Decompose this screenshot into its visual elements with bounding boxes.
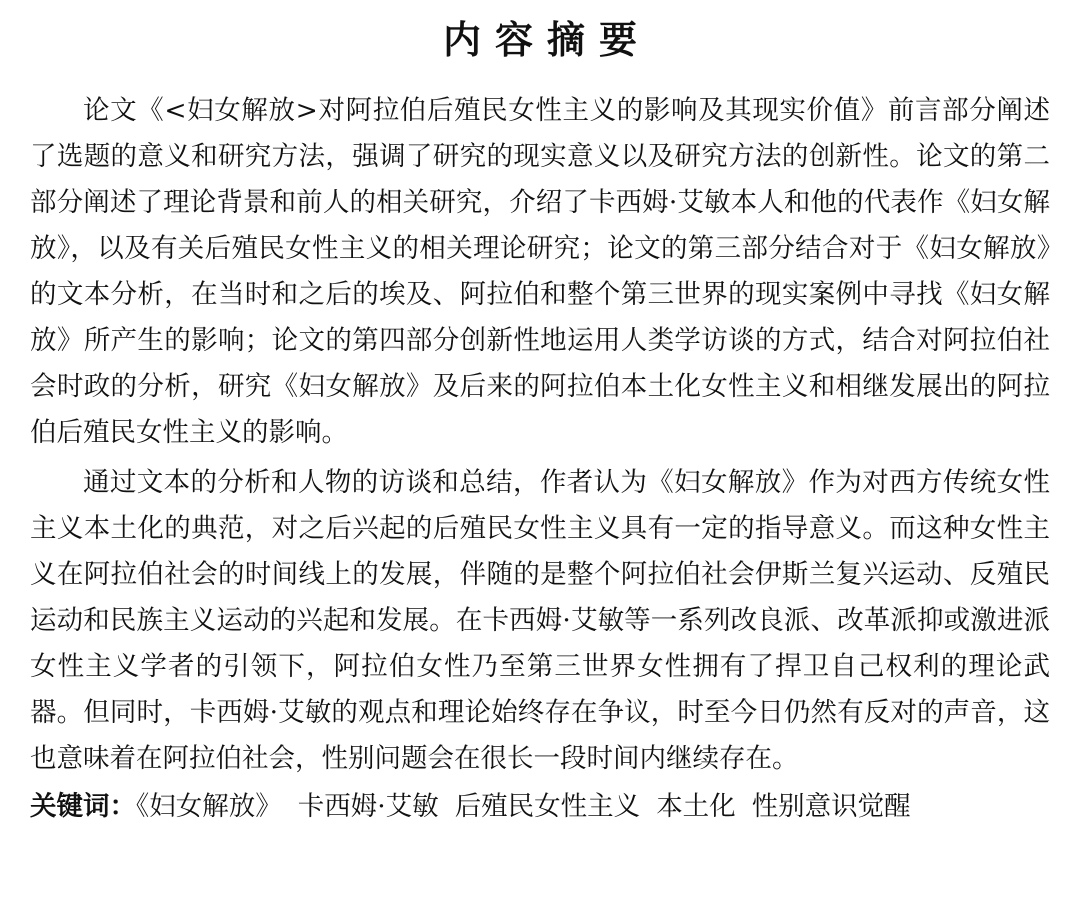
- abstract-page: [30, 14, 1050, 830]
- keyword-5: 性别意识觉醒: [751, 791, 911, 822]
- keyword-2: 卡西姆·艾敏: [297, 791, 439, 822]
- keyword-3: 后殖民女性主义: [454, 791, 641, 822]
- abstract-paragraph-1: 论文《<妇女解放>对阿拉伯后殖民女性主义的影响及其现实价值》前言部分阐述了选题的意义和研究方法，强调了研究的现实意义以及研究方法的创新性。论文的第二部分阐述了理论背景和前人的相关研究，介绍了卡西姆·艾敏本人和他的代表作《妇女解放》，以及有关后殖民女性主义的相关理论研究；论文的第三部分结合对于《妇女解放》的文本分析，在当时和之后的埃及、阿拉伯和整个第三世界的现实案例中寻找《妇女解放》所产生的影响；论文的第四部分创新性地运用人类学访谈的方式，结合对阿拉伯社会时政的分析，研究《妇女解放》及后来的阿拉伯本土化女性主义和相继发展出的阿拉伯后殖民女性主义的影响。: [30, 95, 1050, 448]
- abstract-paragraph-2: 通过文本的分析和人物的访谈和总结，作者认为《妇女解放》作为对西方传统女性主义本土化的典范，对之后兴起的后殖民女性主义具有一定的指导意义。而这种女性主义在阿拉伯社会的时间线上的发展，伴随的是整个阿拉伯社会伊斯兰复兴运动、反殖民运动和民族主义运动的兴起和发展。在卡西姆·艾敏等一系列改良派、改革派抑或激进派女性主义学者的引领下，阿拉伯女性乃至第三世界女性拥有了捍卫自己权利的理论武器。但同时，卡西姆·艾敏的观点和理论始终存在争议，时至今日仍然有反对的声音，这也意味着在阿拉伯社会，性别问题会在很长一段时间内继续存在。: [30, 467, 1050, 774]
- keyword-4: 本土化: [656, 791, 736, 822]
- keyword-1: 《妇女解放》: [136, 791, 282, 822]
- keywords-label: 关键词：: [30, 791, 136, 822]
- keywords-line: [30, 784, 1050, 830]
- abstract-title: 内容摘要: [442, 18, 651, 62]
